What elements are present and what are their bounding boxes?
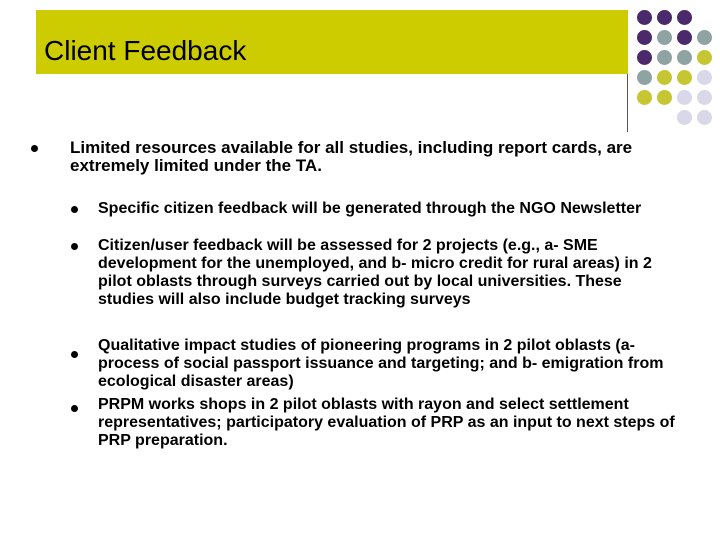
bullet-dot xyxy=(31,145,38,152)
sub-bullet-text: Specific citizen feedback will be generated through the NGO Newsletter xyxy=(98,200,642,217)
slide-title: Client Feedback xyxy=(44,35,247,66)
bullet-dot xyxy=(71,206,78,213)
sub-bullet-text: PRPM works shops in 2 pilot oblasts with rayon and select settlement representatives; participatory evaluation of PRP as an input to next steps of PRP preparation. xyxy=(98,396,675,449)
bullet-dot xyxy=(71,243,78,250)
bullet-dot xyxy=(71,351,78,358)
sub-bullet-text: Citizen/user feedback will be assessed for 2 projects (e.g., a- SME development for the unemployed, and b- micro credit for rural areas) in 2 pilot oblasts through surveys carried out by local universities. These studies will also include budget tracking surveys xyxy=(98,237,652,308)
sub-bullet-text: Qualitative impact studies of pioneering programs in 2 pilot oblasts (a-process of social passport issuance and targeting; and b- emigration from ecological disaster areas) xyxy=(98,337,664,390)
bullet-dot xyxy=(71,405,78,412)
main-bullet-text: Limited resources available for all studies, including report cards, are extremely limited under the TA. xyxy=(70,138,633,175)
